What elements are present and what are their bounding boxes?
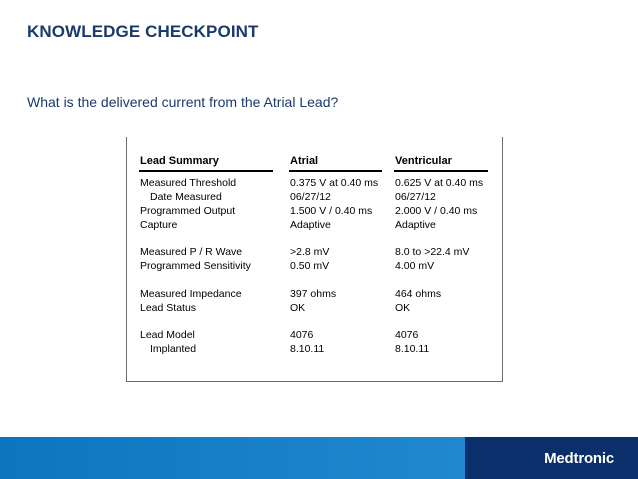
ventricular-value: OK xyxy=(395,302,411,314)
lead-summary-table xyxy=(126,137,503,382)
footer-brand-block xyxy=(465,437,638,479)
row-label: Programmed Output xyxy=(140,205,236,217)
ventricular-value: 8.10.11 xyxy=(395,343,430,355)
atrial-value: 8.10.11 xyxy=(290,343,325,355)
row-label: Measured P / R Wave xyxy=(140,246,243,258)
header-rule-atrial xyxy=(289,170,382,172)
row-label: Date Measured xyxy=(150,191,222,203)
header-rule-lead-summary xyxy=(139,170,273,172)
row-label: Lead Model xyxy=(140,329,195,341)
ventricular-value: 464 ohms xyxy=(395,288,442,300)
atrial-value: 4076 xyxy=(290,329,314,341)
footer-blue-band xyxy=(0,437,465,479)
header-ventricular: Ventricular xyxy=(395,155,452,167)
ventricular-value: 4076 xyxy=(395,329,419,341)
atrial-value: 397 ohms xyxy=(290,288,337,300)
footer-bar xyxy=(0,437,638,479)
atrial-value: 1.500 V / 0.40 ms xyxy=(290,205,373,217)
atrial-value: 0.50 mV xyxy=(290,260,330,272)
slide-title: KNOWLEDGE CHECKPOINT xyxy=(27,22,259,41)
row-label: Lead Status xyxy=(140,302,197,314)
ventricular-value: 06/27/12 xyxy=(395,191,436,203)
panel-border-tick xyxy=(502,137,503,151)
row-label: Capture xyxy=(140,219,178,231)
row-label: Measured Threshold xyxy=(140,177,237,189)
header-atrial: Atrial xyxy=(290,155,319,167)
atrial-value: >2.8 mV xyxy=(290,246,330,258)
ventricular-value: 0.625 V at 0.40 ms xyxy=(395,177,484,189)
medtronic-logo: Medtronic xyxy=(544,449,614,467)
ventricular-value: 4.00 mV xyxy=(395,260,435,272)
row-label: Implanted xyxy=(150,343,197,355)
atrial-value: 06/27/12 xyxy=(290,191,331,203)
question-text: What is the delivered current from the Atrial Lead? xyxy=(27,94,339,110)
atrial-value: Adaptive xyxy=(290,219,331,231)
ventricular-value: Adaptive xyxy=(395,219,436,231)
header-rule-ventricular xyxy=(394,170,488,172)
header-lead-summary: Lead Summary xyxy=(140,155,219,167)
atrial-value: OK xyxy=(290,302,306,314)
row-label: Measured Impedance xyxy=(140,288,242,300)
ventricular-value: 2.000 V / 0.40 ms xyxy=(395,205,478,217)
row-label: Programmed Sensitivity xyxy=(140,260,251,272)
atrial-value: 0.375 V at 0.40 ms xyxy=(290,177,379,189)
ventricular-value: 8.0 to >22.4 mV xyxy=(395,246,470,258)
